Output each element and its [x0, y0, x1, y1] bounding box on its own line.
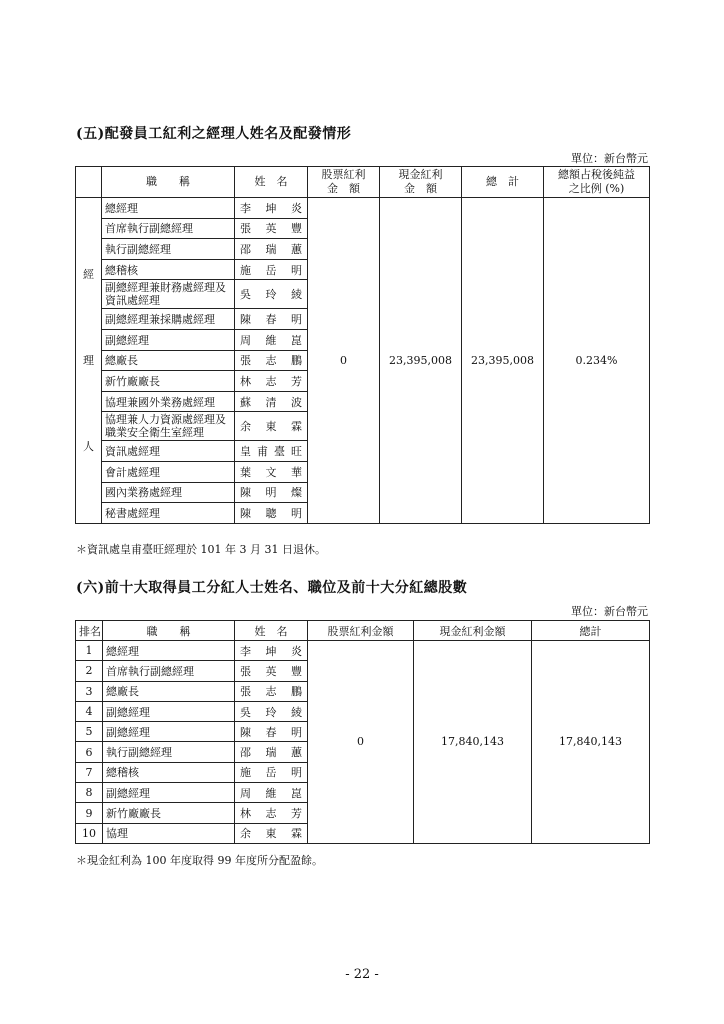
title-cell: 副總經理兼採購處經理 [102, 309, 235, 330]
name-text: 邵 瑞 蕙 [240, 242, 302, 256]
name-text: 陳 春 明 [240, 725, 302, 739]
cash-bonus-header: 現金紅利 金 額 [380, 167, 462, 198]
name-cell [235, 461, 308, 482]
title-cell: 國內業務處經理 [102, 482, 235, 503]
table-row [76, 641, 650, 661]
name-text: 李 坤 炎 [240, 201, 302, 215]
cash-bonus-header: 現金紅利金額 [414, 621, 532, 641]
manager-bonus-table [75, 166, 650, 524]
title-cell: 首席執行副總經理 [103, 661, 235, 681]
stock-bonus-header: 股票紅利 金 額 [308, 167, 380, 198]
section6-unit: 單位：新台幣元 [571, 605, 648, 618]
rank-cell: 7 [76, 762, 103, 782]
stock-amount-cell: 0 [308, 641, 414, 844]
rank-cell: 2 [76, 661, 103, 681]
rank-cell: 6 [76, 742, 103, 762]
group-label-char: 理 [83, 354, 94, 368]
ratio-header: 總額占稅後純益 之比例 (%) [544, 167, 650, 198]
table-header-row [76, 167, 650, 198]
title-cell: 協理 [103, 823, 235, 843]
group-header [76, 167, 102, 198]
top10-bonus-table [75, 620, 650, 844]
name-cell [235, 503, 308, 524]
name-text: 施 岳 明 [240, 766, 302, 780]
name-text: 周 維 崑 [240, 786, 302, 800]
name-text: 張 志 鵬 [240, 685, 302, 699]
title-cell: 首席執行副總經理 [102, 218, 235, 239]
title-cell: 秘書處經理 [102, 503, 235, 524]
rank-cell: 4 [76, 701, 103, 721]
name-cell [235, 198, 308, 219]
title-cell: 協理兼國外業務處經理 [102, 391, 235, 412]
title-cell: 總稽核 [102, 259, 235, 280]
section5-unit: 單位：新台幣元 [571, 152, 648, 165]
name-text: 陳 明 燦 [240, 486, 302, 500]
name-text: 葉 文 華 [240, 465, 302, 479]
name-cell [235, 742, 308, 762]
name-text: 陳 聰 明 [240, 506, 302, 520]
name-cell [235, 441, 308, 462]
title-cell: 執行副總經理 [102, 239, 235, 260]
name-text: 蘇 清 波 [240, 395, 302, 409]
name-cell [235, 259, 308, 280]
name-text: 余 東 霖 [240, 419, 302, 433]
title-cell: 總廠長 [103, 681, 235, 701]
cash-amount-cell: 23,395,008 [380, 198, 462, 524]
title-header: 職 稱 [102, 167, 235, 198]
name-cell [235, 350, 308, 371]
name-cell [235, 681, 308, 701]
name-cell [235, 783, 308, 803]
name-text: 張 英 豐 [240, 664, 302, 678]
title-cell: 新竹廠廠長 [102, 371, 235, 392]
name-cell [235, 329, 308, 350]
rank-cell: 1 [76, 641, 103, 661]
page-number: - 22 - [345, 967, 379, 982]
name-header: 姓 名 [235, 621, 308, 641]
title-cell: 協理兼人力資源處經理及職業安全衛生室經理 [102, 412, 235, 441]
title-cell: 總廠長 [102, 350, 235, 371]
total-header: 總計 [532, 621, 650, 641]
title-header: 職 稱 [103, 621, 235, 641]
cash-amount-cell: 17,840,143 [414, 641, 532, 844]
name-text: 吳 玲 綾 [240, 287, 302, 301]
total-amount-cell: 23,395,008 [462, 198, 544, 524]
name-cell [235, 641, 308, 661]
name-cell [235, 803, 308, 823]
section6-title: (六)前十大取得員工分紅人士姓名、職位及前十大分紅總股數 [76, 580, 468, 596]
title-cell: 會計處經理 [102, 461, 235, 482]
name-text: 李 坤 炎 [240, 644, 302, 658]
name-cell [235, 391, 308, 412]
title-cell: 新竹廠廠長 [103, 803, 235, 823]
title-cell: 副總經理 [103, 783, 235, 803]
name-cell [235, 701, 308, 721]
section5-title: (五)配發員工紅利之經理人姓名及配發情形 [76, 126, 352, 142]
name-text: 施 岳 明 [240, 263, 302, 277]
name-cell [235, 722, 308, 742]
group-label-char: 經 [83, 268, 94, 282]
rank-cell: 5 [76, 722, 103, 742]
title-cell: 副總經理兼財務處經理及資訊處經理 [102, 280, 235, 309]
title-cell: 總稽核 [103, 762, 235, 782]
rank-cell: 3 [76, 681, 103, 701]
name-text: 陳 春 明 [240, 313, 302, 327]
name-cell [235, 762, 308, 782]
stock-amount-cell: 0 [308, 198, 380, 524]
name-cell [235, 412, 308, 441]
title-cell: 總經理 [103, 641, 235, 661]
name-text: 余 東 霖 [240, 827, 302, 841]
name-text: 林 志 芳 [240, 374, 302, 388]
name-cell [235, 218, 308, 239]
name-cell [235, 280, 308, 309]
rank-cell: 10 [76, 823, 103, 843]
rank-cell: 9 [76, 803, 103, 823]
group-label-cell [76, 198, 102, 524]
name-text: 林 志 芳 [240, 807, 302, 821]
table-row [76, 198, 650, 219]
name-text: 張 志 鵬 [240, 354, 302, 368]
title-cell: 副總經理 [102, 329, 235, 350]
name-cell [235, 371, 308, 392]
name-cell [235, 309, 308, 330]
name-cell [235, 661, 308, 681]
name-text: 張 英 豐 [240, 222, 302, 236]
title-cell: 資訊處經理 [102, 441, 235, 462]
title-cell: 副總經理 [103, 722, 235, 742]
group-label-char: 人 [83, 440, 94, 454]
stock-bonus-header: 股票紅利金額 [308, 621, 414, 641]
table-header-row [76, 621, 650, 641]
section5-note: ＊資訊處皇甫臺旺經理於 101 年 3 月 31 日退休。 [76, 543, 326, 556]
name-header: 姓 名 [235, 167, 308, 198]
name-cell [235, 482, 308, 503]
name-cell [235, 239, 308, 260]
ratio-cell: 0.234% [544, 198, 650, 524]
rank-header: 排名 [76, 621, 103, 641]
name-cell [235, 823, 308, 843]
section6-note: ＊現金紅利為 100 年度取得 99 年度所分配盈餘。 [76, 854, 323, 867]
name-text: 邵 瑞 蕙 [240, 746, 302, 760]
rank-cell: 8 [76, 783, 103, 803]
total-amount-cell: 17,840,143 [532, 641, 650, 844]
name-text: 周 維 崑 [240, 333, 302, 347]
total-header: 總 計 [462, 167, 544, 198]
title-cell: 副總經理 [103, 701, 235, 721]
name-text: 皇 甫 臺 旺 [240, 445, 302, 459]
title-cell: 執行副總經理 [103, 742, 235, 762]
title-cell: 總經理 [102, 198, 235, 219]
name-text: 吳 玲 綾 [240, 705, 302, 719]
